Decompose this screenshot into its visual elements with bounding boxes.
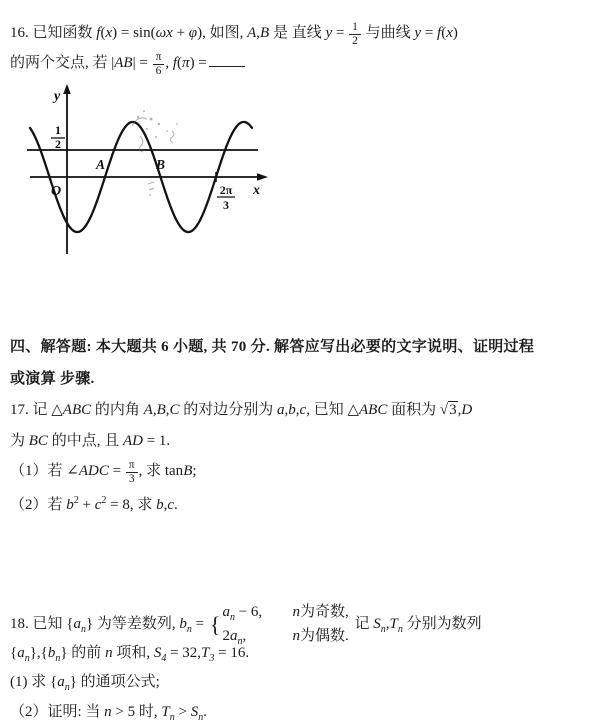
math-text: c — [167, 497, 175, 513]
text-run: 为奇数, — [299, 604, 349, 620]
math-text: b — [156, 497, 164, 513]
math-text: B — [183, 462, 193, 479]
text-run: , — [284, 402, 289, 418]
y-axis-label: y — [54, 89, 61, 104]
math-text: a — [229, 628, 238, 644]
fraction — [153, 51, 165, 78]
subscript: n — [24, 653, 30, 664]
question17-part1 — [10, 459, 596, 486]
text-run: = — [332, 24, 349, 41]
superscripted-symbol — [66, 497, 79, 513]
square-root — [440, 401, 458, 418]
math-text: B — [156, 402, 166, 418]
text-run: 18. 已知 { — [10, 615, 74, 632]
y-tick-half-label — [51, 123, 65, 151]
fraction-denominator: 3 — [128, 472, 135, 485]
text-run: ( — [100, 24, 106, 41]
x-axis-label: x — [253, 183, 260, 198]
math-text: x — [105, 24, 113, 41]
fraction — [349, 21, 361, 48]
subscripted-symbol — [222, 604, 235, 623]
math-text: f — [437, 24, 442, 41]
text-run: | = — [132, 54, 152, 71]
text-run: , — [165, 54, 173, 71]
section4-header-line2: 或演算 步骤. — [10, 371, 95, 387]
subscript: n — [55, 653, 61, 664]
fraction-numerator: π — [126, 459, 138, 473]
fraction-numerator: 1 — [349, 21, 361, 35]
text-run: = 1. — [142, 433, 171, 449]
text-run: , — [242, 628, 247, 644]
q16-sine-graph — [20, 84, 272, 258]
text-run: ) = sin( — [112, 24, 156, 41]
math-text: a — [57, 674, 65, 690]
text-run: + — [78, 497, 95, 513]
text-run: . — [174, 497, 178, 513]
math-text: A — [143, 402, 153, 418]
y-axis-arrow-icon — [63, 84, 71, 94]
superscripted-symbol — [95, 497, 107, 513]
text-run: ) = — [189, 54, 207, 71]
text-run: = — [421, 24, 438, 41]
math-text: y — [414, 24, 422, 41]
subscripted-symbol — [73, 615, 86, 635]
math-text: ADC — [78, 462, 109, 479]
text-run: 与曲线 — [361, 24, 415, 41]
math-text: n — [105, 645, 113, 661]
text-run: , — [165, 402, 170, 418]
math-text: n — [104, 704, 112, 720]
section4-header-line1: 四、解答题: 本大题共 6 小题, 共 70 分. 解答应写出必要的文字说明、证明过程 — [10, 339, 535, 355]
text-run: 为偶数. — [299, 628, 349, 644]
subscripted-symbol — [161, 704, 175, 723]
subscript: n — [229, 612, 235, 623]
cases-rows — [222, 603, 348, 646]
subscripted-symbol — [153, 645, 167, 664]
subscript: n — [169, 712, 175, 723]
math-text: n — [292, 604, 300, 620]
text-run: = — [108, 462, 125, 479]
text-run: 为 — [10, 433, 29, 449]
text-run: , — [256, 24, 261, 41]
text-run: 的中点, 且 — [47, 433, 123, 449]
text-run: > — [174, 704, 191, 720]
text-run: , — [152, 402, 157, 418]
subscripted-symbol — [179, 615, 192, 635]
text-run: },{ — [29, 645, 48, 661]
point-b-label: B — [156, 157, 166, 172]
question17-part2 — [10, 494, 596, 516]
cases-row — [222, 603, 348, 622]
text-run: > 5 时, — [111, 704, 162, 720]
question18-line2 — [10, 642, 596, 664]
question17-line2 — [10, 430, 596, 452]
text-run: = — [191, 615, 208, 632]
text-run: 的两个交点, 若 | — [10, 54, 115, 71]
text-run: 17. 记 △ — [10, 402, 63, 418]
text-run: (1) 求 { — [10, 674, 58, 690]
text-run: 2 — [222, 628, 230, 644]
text-run: 记 — [350, 615, 374, 632]
text-run: ( — [441, 24, 447, 41]
math-text: f — [96, 24, 101, 41]
2pi3-denominator: 3 — [223, 198, 229, 212]
math-text: b — [288, 402, 296, 418]
math-text: a — [222, 604, 230, 620]
radicand: 3 — [449, 402, 457, 418]
question18-part1 — [10, 671, 596, 693]
math-text: AD — [122, 433, 143, 449]
point-a-label: A — [96, 157, 106, 172]
2pi3-numerator: 2π — [219, 183, 233, 197]
text-run: = 16. — [214, 645, 250, 661]
text-run: 的对边分别为 — [179, 402, 278, 418]
text-run: , — [163, 497, 168, 513]
math-text: b — [66, 497, 74, 513]
superscript: 2 — [73, 495, 79, 506]
x-tick-2pi3-label — [217, 183, 235, 212]
half-denominator: 2 — [55, 137, 61, 151]
fraction-denominator: 6 — [155, 64, 162, 77]
text-run: , — [457, 402, 462, 418]
subscripted-symbol — [190, 704, 204, 723]
subscripted-symbol — [373, 615, 386, 635]
math-text: S — [373, 615, 381, 632]
math-text: b — [47, 645, 56, 661]
text-run: ), 如图, — [197, 24, 248, 41]
fraction-numerator: π — [153, 51, 165, 65]
math-text: x — [446, 24, 453, 41]
text-run: { — [10, 645, 18, 661]
math-text: n — [292, 628, 300, 644]
text-run: . — [203, 704, 207, 720]
text-run: ) — [452, 24, 458, 41]
text-run: = 8, 求 — [106, 497, 157, 513]
math-text: a — [277, 402, 285, 418]
math-text: B — [260, 24, 270, 41]
math-text: c — [299, 402, 307, 418]
math-text: y — [325, 24, 333, 41]
math-text: a — [73, 615, 81, 632]
text-run: , — [295, 402, 300, 418]
text-run: , — [385, 615, 390, 632]
text-run: , 求 tan — [138, 462, 184, 479]
subscripted-symbol — [389, 615, 403, 635]
math-text: T — [389, 615, 398, 632]
text-run: ( — [177, 54, 183, 71]
text-run: } 的通项公式; — [69, 674, 160, 690]
subscripted-symbol — [57, 674, 70, 693]
question18-part2 — [10, 701, 596, 723]
math-text: f — [172, 54, 178, 71]
fraction-denominator: 2 — [352, 34, 358, 47]
subscript: 4 — [161, 653, 167, 664]
math-text: ωx — [155, 24, 173, 41]
superscript: 2 — [101, 495, 107, 506]
math-text: S — [153, 645, 162, 661]
text-run: 分别为数列 — [402, 615, 482, 632]
half-numerator: 1 — [55, 123, 61, 137]
text-run: 16. 已知函数 — [10, 24, 97, 41]
text-run: 的内角 — [91, 402, 144, 418]
subscript: n — [397, 623, 403, 635]
radical-sign: √ — [439, 402, 449, 418]
ink-smudge — [132, 110, 178, 196]
x-axis-arrow-icon — [257, 173, 268, 181]
text-run: 面积为 — [387, 402, 440, 418]
math-text: A — [247, 24, 257, 41]
text-run: = 32, — [166, 645, 202, 661]
subscript: 3 — [209, 653, 215, 664]
text-run: （2）若 — [10, 497, 67, 513]
question16-line2 — [10, 51, 596, 78]
origin-label: O — [51, 184, 62, 199]
subscript: n — [64, 682, 70, 693]
text-run: + — [172, 24, 189, 41]
math-text: b — [179, 615, 187, 632]
question18-line1 — [10, 603, 596, 646]
math-text: φ — [188, 24, 198, 41]
subscripted-symbol — [201, 645, 215, 664]
math-text: C — [169, 402, 180, 418]
subscripted-symbol — [17, 645, 30, 664]
math-text: D — [461, 402, 473, 418]
subscript: n — [237, 636, 243, 647]
subscript: n — [186, 623, 192, 635]
text-run: 项和, — [112, 645, 154, 661]
math-text: T — [201, 645, 210, 661]
math-text: BC — [28, 433, 48, 449]
math-text: AB — [114, 54, 133, 71]
left-brace: { — [209, 611, 221, 637]
text-run: } 为等差数列, — [85, 615, 180, 632]
case-expression — [222, 603, 292, 622]
question16-line1 — [10, 21, 596, 48]
text-run: （1）若 ∠ — [10, 462, 79, 479]
math-text: π — [182, 54, 190, 71]
text-run: − 6, — [234, 604, 263, 620]
math-text: S — [190, 704, 199, 720]
subscript: n — [380, 623, 386, 635]
sine-plot-svg — [20, 84, 272, 258]
text-run: 是 直线 — [269, 24, 326, 41]
answer-blank — [209, 53, 245, 67]
text-run: } 的前 — [60, 645, 106, 661]
subscript: n — [198, 712, 204, 723]
fraction — [126, 459, 138, 486]
math-text: ABC — [359, 402, 388, 418]
math-text: c — [94, 497, 102, 513]
case-condition — [292, 603, 348, 622]
text-run: ; — [192, 462, 197, 479]
math-text: ABC — [62, 402, 92, 418]
text-run: , 已知 △ — [306, 402, 359, 418]
subscript: n — [80, 623, 86, 635]
text-run: （2）证明: 当 — [10, 704, 105, 720]
math-text: a — [17, 645, 25, 661]
piecewise-cases — [210, 603, 349, 646]
subscripted-symbol — [47, 645, 61, 664]
math-text: T — [161, 704, 170, 720]
question17-line1 — [10, 399, 596, 421]
